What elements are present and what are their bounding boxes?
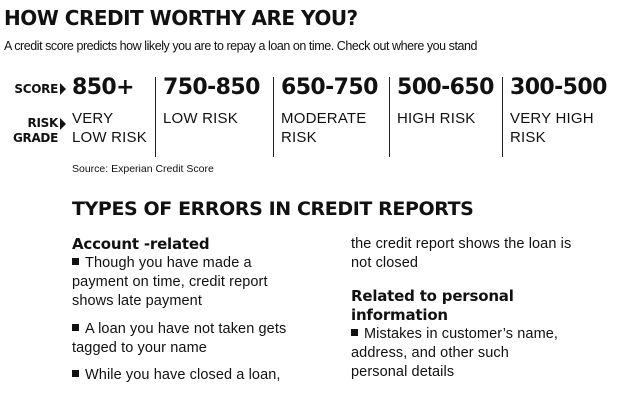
score-column-850-plus [72, 75, 147, 147]
risk-grade [163, 109, 260, 128]
bullet-icon [72, 324, 79, 331]
risk-line: VERY [72, 110, 114, 127]
risk-line: RISK [281, 129, 317, 146]
score-column-750-850 [163, 75, 260, 128]
risk-label-line2: GRADE [12, 131, 58, 145]
score-range: 650-750 [281, 75, 378, 100]
risk-line: MODERATE [281, 110, 367, 127]
errors-title: TYPES OF ERRORS IN CREDIT REPORTS [72, 198, 474, 220]
risk-grade [281, 109, 378, 147]
column-divider [155, 77, 156, 157]
column-divider [273, 77, 274, 157]
bullet-icon [351, 329, 358, 336]
bullet-icon [72, 370, 79, 377]
list-item [72, 320, 334, 358]
heading-line: Related to personal [351, 287, 514, 305]
risk-label-line1: RISK [27, 116, 58, 130]
list-item [72, 254, 334, 311]
column-divider [502, 77, 503, 157]
score-row-label: SCORE [14, 82, 58, 96]
score-range: 300-500 [510, 75, 607, 100]
column-divider [389, 77, 390, 157]
item-line: Mistakes in customer’s name, [364, 326, 559, 342]
item-line: tagged to your name [72, 340, 207, 356]
risk-line: RISK [510, 129, 546, 146]
list-item [72, 366, 334, 385]
list-item [351, 325, 616, 382]
page-title: HOW CREDIT WORTHY ARE YOU? [4, 6, 358, 30]
item-line: shows late payment [72, 293, 202, 309]
account-related-section [72, 235, 334, 385]
heading-line: information [351, 306, 448, 324]
score-column-650-750 [281, 75, 378, 147]
risk-row-label [8, 116, 58, 146]
risk-grade [72, 109, 147, 147]
account-item-continuation [351, 235, 616, 273]
risk-grade [510, 109, 607, 147]
risk-arrow-icon [60, 118, 66, 130]
personal-info-heading [351, 287, 616, 325]
item-line: While you have closed a loan, [85, 367, 281, 383]
item-line: payment on time, credit report [72, 274, 268, 290]
score-range: 750-850 [163, 75, 260, 100]
source-note: Source: Experian Credit Score [72, 163, 214, 175]
risk-line: LOW RISK [163, 110, 238, 127]
score-range: 500-650 [397, 75, 494, 100]
bullet-icon [72, 258, 79, 265]
score-column-500-650 [397, 75, 494, 128]
risk-line: HIGH RISK [397, 110, 476, 127]
item-line: address, and other such [351, 345, 509, 361]
item-line: not closed [351, 255, 419, 271]
account-related-heading: Account -related [72, 235, 210, 253]
risk-grade [397, 109, 494, 128]
item-line: personal details [351, 364, 455, 380]
item-line: Though you have made a [85, 255, 252, 271]
item-line: the credit report shows the loan is [351, 236, 572, 252]
page-subtitle: A credit score predicts how likely you are to repay a loan on time. Check out where you stand [4, 39, 478, 53]
right-column [351, 235, 616, 382]
score-column-300-500 [510, 75, 607, 147]
item-line: A loan you have not taken gets [85, 321, 287, 337]
score-range: 850+ [72, 75, 134, 100]
risk-line: VERY HIGH [510, 110, 594, 127]
risk-line: LOW RISK [72, 129, 147, 146]
score-arrow-icon [60, 83, 66, 95]
